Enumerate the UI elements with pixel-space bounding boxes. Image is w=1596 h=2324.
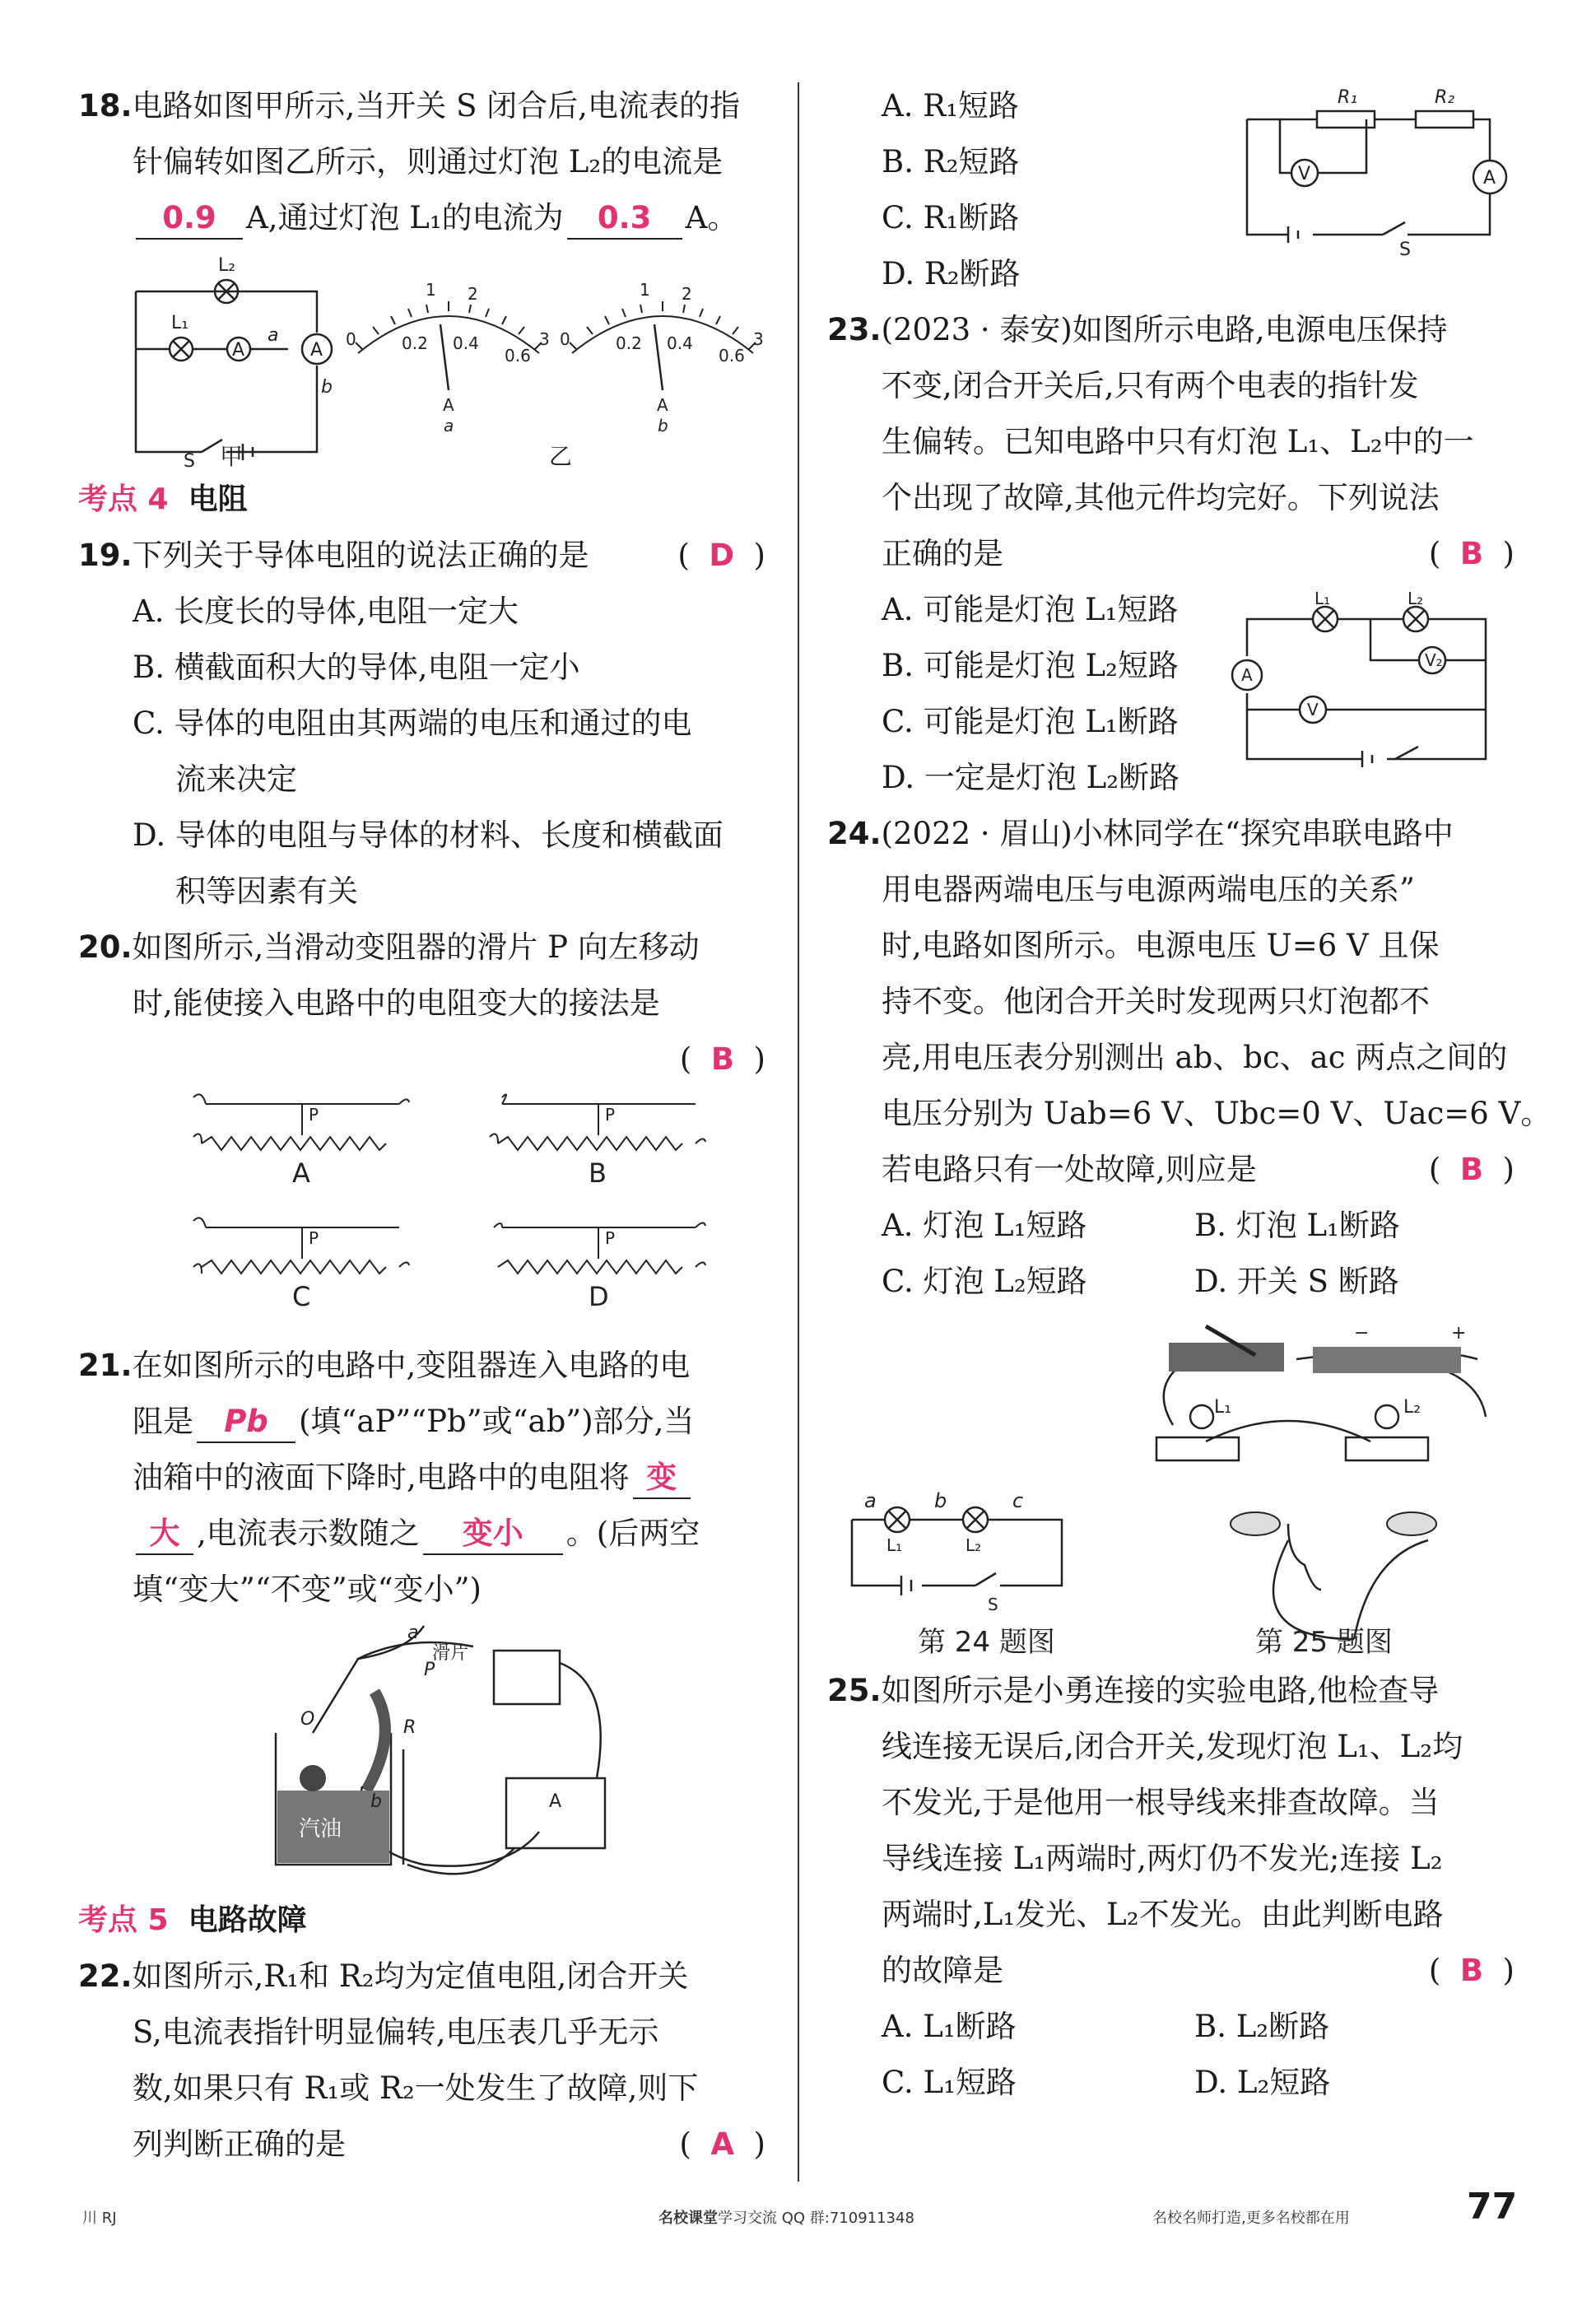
tick-label: 0 [346,329,356,349]
terminal-label: a [268,325,279,346]
question-text: 下列关于导体电阻的说法正确的是 [132,538,589,573]
answer: B [1459,536,1484,571]
answer: B [1459,1953,1484,1988]
point-label: c [1012,1489,1024,1512]
column-divider [798,82,799,2182]
answer-blank: 变小 [462,1516,523,1551]
option-c: C. 灯泡 L₂短路 [882,1264,1087,1299]
meter-unit: A [443,395,454,415]
tick-label: 0.2 [616,333,642,353]
answer-blank: 0.3 [597,200,652,235]
question-21 [78,1338,765,1893]
slider-label: P [309,1228,319,1248]
switch-label: S [184,451,195,468]
lamp-label: L₂ [1408,589,1424,608]
option-c: C. 导体的电阻由其两端的电压和通过的电 [133,706,692,741]
switch-label: S [1399,240,1411,260]
option-b: B. 灯泡 L₁断路 [1194,1208,1400,1243]
question-text: 如图所示,R₁和 R₂均为定值电阻,闭合开关 [132,1958,689,1994]
question-text: 填“变大”“不变”或“变小”) [133,1572,482,1607]
option-label: B [589,1157,607,1189]
ammeter-label: A [549,1791,562,1812]
answer: B [1459,1152,1484,1187]
answer-blank-cont: 大 [149,1516,180,1551]
tick-label: 0.4 [667,333,693,353]
meter-caption: a [444,416,454,435]
figure-caption: 第 25 题图 [1255,1626,1393,1659]
lamp-label: L₂ [1403,1397,1422,1418]
left-column [78,78,765,2173]
question-22-options [827,78,1515,302]
q23-circuit [1231,586,1515,775]
option-label: A [292,1157,310,1189]
fuel-label: 汽油 [299,1817,342,1842]
question-23: 23.(2023 · 泰安)如图所示电路,电源电压保持 不变,闭合开关后,只有两个电表的指针发 生偏转。已知电路中只有灯泡 L₁、L₂中的一 个出现了故障,其他元件均完好。下列说法 正确的是 ( B ) A. 可能是灯泡 L₁短路 B. 可能是灯泡 L₂短路 C. 可能是灯泡 L₁断路 D. 一定是灯泡 L₂断路 L₁ L₂ A V V₂ [827,302,1515,806]
option-d: D. 开关 S 断路 [1194,1264,1399,1299]
option-label: C [292,1281,311,1312]
ammeter-label: A [1483,168,1496,189]
question-18 [78,78,765,472]
option-d: D. 一定是灯泡 L₂断路 [882,760,1180,795]
resistor-label: R₁ [1338,87,1358,108]
option-a: A. 可能是灯泡 L₁短路 [882,592,1179,627]
lamp-label: L₁ [1214,1397,1232,1418]
question-text: 时,能使接入电路中的电阻变大的接法是 [133,985,660,1021]
question-text: 如图所示是小勇连接的实验电路,他检查导 [881,1673,1440,1708]
resistor-label: R₂ [1435,87,1455,108]
page-number: 77 [1467,2186,1518,2228]
question-19: 19.下列关于导体电阻的说法正确的是 ( D ) A. 长度长的导体,电阻一定大 B. 横截面积大的导体,电阻一定小 C. 导体的电阻由其两端的电压和通过的电 流来决定 D. 导体的电阻与导体的材料、长度和横截面 积等因素有关 [78,528,765,920]
question-text: (2023 · 泰安)如图所示电路,电源电压保持 [881,312,1448,347]
question-text: 若电路只有一处故障,则应是 [882,1152,1257,1187]
q18-figure [78,246,765,468]
slider-label: P [605,1105,616,1125]
question-text: 针偏转如图乙所示，则通过灯泡 L₂的电流是 [133,144,724,179]
ammeter-label: A [232,340,245,361]
question-number: 21. [78,1348,133,1383]
question-text: 如图所示,当滑动变阻器的滑片 P 向左移动 [132,929,700,965]
terminal-label: b [370,1791,382,1812]
meter-caption: b [658,416,668,435]
answer-blank: 变 [646,1460,677,1495]
footer-left: 川 RJ [82,2210,117,2227]
voltmeter-label: V₂ [1425,650,1443,670]
tick-label: 0.6 [719,346,745,366]
question-number: 23. [827,312,882,347]
question-25: 25.如图所示是小勇连接的实验电路,他检查导 线连接无误后,闭合开关,发现灯泡 L₁、L₂均 不发光,于是他用一根导线来排查故障。当 导线连接 L₁两端时,两灯仍不发光;连接 L₂ 两端时,L₁发光、L₂不发光。由此判断电路 的故障是 ( B ) A. L₁断路 B. L₂断路 C. L₁短路 D. L₂短路 [827,1663,1515,2111]
question-text: 持不变。他闭合开关时发现两只灯泡都不 [882,984,1430,1019]
section-heading-4: 考点 4 电阻 [78,482,248,516]
fuel-gauge-figure [78,1618,765,1889]
answer-blank: 0.9 [162,200,216,235]
question-text: 油箱中的液面下降时,电路中的电阻将 [133,1460,630,1495]
question-22: 22.如图所示,R₁和 R₂均为定值电阻,闭合开关 S,电流表指针明显偏转,电压表几乎无示 数,如果只有 R₁或 R₂一处发生了故障,则下 列判断正确的是 ( A ) [78,1958,765,2162]
question-text: 正确的是 [882,536,1003,571]
tick-label: 2 [468,284,478,304]
tick-label: 2 [682,284,692,304]
option-c: C. L₁短路 [882,2065,1017,2100]
voltmeter-label: V [1298,164,1311,184]
q22-circuit [1231,78,1510,268]
question-text: (2022 · 眉山)小林同学在“探究串联电路中 [881,816,1454,851]
question-text: 时,电路如图所示。电源电压 U=6 V 且保 [882,928,1440,963]
option-label: D [589,1281,609,1312]
tick-label: 0.6 [505,346,531,366]
option-d: D. L₂短路 [1194,2065,1331,2100]
option-b: B. R₂短路 [882,144,1020,179]
brand-name: 名校课堂 [658,2210,718,2227]
question-number: 20. [78,929,133,965]
question-number: 22. [78,1958,133,1994]
figures-24-25 [827,1310,1515,1660]
question-number: 25. [827,1673,882,1708]
answer: A [710,2126,735,2162]
question-text: 线连接无误后,闭合开关,发现灯泡 L₁、L₂均 [882,1729,1463,1764]
option-c: C. R₁断路 [882,200,1020,235]
terminal-label: b [321,377,333,398]
section-heading-5: 考点 5 电路故障 [78,1903,307,1937]
meter-unit: A [657,395,668,415]
tick-label: 3 [753,329,764,349]
option-a: A. 灯泡 L₁短路 [882,1208,1087,1243]
q24-circuit [852,1507,1062,1595]
option-b: B. 横截面积大的导体,电阻一定小 [133,650,580,685]
switch-label: S [988,1595,998,1614]
question-text: 不发光,于是他用一根导线来排查故障。当 [882,1785,1440,1820]
option-b: B. L₂断路 [1194,2009,1330,2044]
question-text: A,通过灯泡 L₁的电流为 [246,200,564,235]
ammeter-label: A [310,340,323,361]
question-text: 生偏转。已知电路中只有灯泡 L₁、L₂中的一 [882,424,1474,459]
terminal-label: a [407,1623,419,1643]
question-text: 不变,闭合开关后,只有两个电表的指针发 [882,368,1419,403]
question-text: 个出现了故障,其他元件均完好。下列说法 [882,480,1440,515]
option-d-cont: 积等因素有关 [175,873,358,909]
lamp-label: L₁ [886,1535,903,1555]
question-text: 阻是 [133,1404,193,1439]
tick-label: 0.4 [453,333,479,353]
lamp-label: L₂ [218,255,236,276]
point-label: a [864,1489,877,1512]
question-24: 24.(2022 · 眉山)小林同学在“探究串联电路中 用电器两端电压与电源两端电压的关系” 时,电路如图所示。电源电压 U=6 V 且保 持不变。他闭合开关时发现两只灯泡都不 亮,用电压表分别测出 ab、bc、ac 两点之间的 电压分别为 Uab=6 V、Ubc=0 V、Uac=6 V。 若电路只有一处故障,则应是 ( B ) A. 灯泡 L₁短路 B. 灯泡 L₁断路 C. 灯泡 L₂短路 D. 开关 S 断路 [827,806,1515,1310]
question-text: 电压分别为 Uab=6 V、Ubc=0 V、Uac=6 V。 [882,1096,1552,1131]
option-d: D. 导体的电阻与导体的材料、长度和横截面 [133,817,724,853]
answer-blank: Pb [224,1404,268,1439]
option-a: A. R₁短路 [882,88,1019,123]
question-number: 19. [78,538,133,573]
footer-right: 名校名师打造,更多名校都在用 [1152,2210,1350,2227]
question-text: S,电流表指针明显偏转,电压表几乎无示 [133,2014,659,2050]
answer: B [710,1041,735,1077]
tick-label: 1 [640,280,650,300]
option-b: B. 可能是灯泡 L₂短路 [882,648,1179,683]
terminal-sign: + [1451,1323,1467,1344]
point-label: O [300,1709,315,1730]
question-text: 电路如图甲所示,当开关 S 闭合后,电流表的指 [132,88,740,123]
slider-label: 滑片 [432,1643,469,1664]
question-text: ,电流表示数随之 [197,1516,420,1551]
question-text: 用电器两端电压与电源两端电压的关系” [882,872,1415,907]
slider-label: P [309,1105,319,1125]
slider-label: P [605,1228,616,1248]
question-number: 24. [827,816,882,851]
q25-apparatus [1156,1323,1486,1639]
question-20: 20.如图所示,当滑动变阻器的滑片 P 向左移动 时,能使接入电路中的电阻变大的接法是 ( B ) P P P P A B C D [78,920,765,1338]
question-text: 导线连接 L₁两端时,两灯仍不发光;连接 L₂ [882,1841,1443,1876]
circuit-jia [136,280,332,460]
lamp-label: L₂ [966,1535,982,1555]
tick-label: 0.2 [402,333,428,353]
footer-middle: 名校课堂学习交流 QQ 群:710911348 [658,2210,914,2227]
option-c: C. 可能是灯泡 L₁断路 [882,704,1179,739]
lamp-label: L₁ [1314,589,1331,608]
question-text: 亮,用电压表分别测出 ab、bc、ac 两点之间的 [882,1040,1508,1075]
figure-caption: 第 24 题图 [918,1626,1055,1659]
resistor-label: R [403,1717,416,1738]
option-d: D. R₂断路 [882,256,1021,291]
question-text: 。(后两空 [565,1516,700,1551]
right-column [827,78,1552,2111]
figure-label-yi: 乙 [549,443,573,468]
question-text: A。 [685,200,738,235]
tick-label: 1 [426,280,436,300]
rheostat-options-figure [78,1087,765,1334]
tick-label: 3 [539,329,550,349]
terminal-sign: − [1354,1323,1370,1344]
answer: D [709,538,735,573]
question-text: 数,如果只有 R₁或 R₂一处发生了故障,则下 [133,2070,699,2106]
question-text: 在如图所示的电路中,变阻器连入电路的电 [132,1348,691,1383]
question-text: 的故障是 [882,1953,1003,1988]
point-label: b [934,1489,947,1512]
option-a: A. L₁断路 [882,2009,1017,2044]
question-text: 列判断正确的是 [133,2126,346,2162]
question-text: (填“aP”“Pb”或“ab”)部分,当 [299,1404,695,1439]
tick-label: 0 [560,329,570,349]
option-a: A. 长度长的导体,电阻一定大 [133,594,519,629]
point-label: P [424,1660,435,1680]
question-number: 18. [78,88,133,123]
voltmeter-label: V [1307,700,1319,720]
option-c-cont: 流来决定 [175,761,297,797]
ammeter-label: A [1241,665,1253,685]
figure-label-jia: 甲 [220,443,244,468]
lamp-label: L₁ [171,313,189,333]
question-text: 两端时,L₁发光、L₂不发光。由此判断电路 [882,1897,1444,1932]
